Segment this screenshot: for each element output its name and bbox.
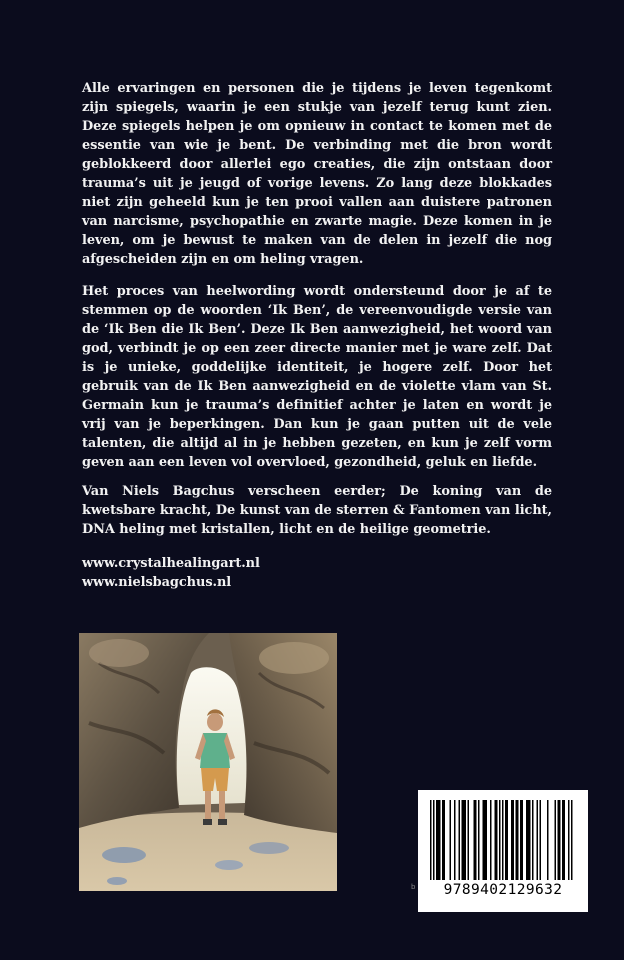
barcode-bar bbox=[564, 800, 566, 880]
barcode-bar bbox=[507, 800, 509, 880]
website-link-crystalhealingart[interactable]: www.crystalhealingart.nl bbox=[82, 556, 260, 571]
barcode-bar bbox=[478, 800, 480, 880]
barcode-bar bbox=[444, 800, 446, 880]
paragraph-2-text: Het proces van heelwording wordt ondersteund door je af te stemmen op de woorden ‘Ik Ben’, de vereenvoudigde versie van de ‘Ik Ben die Ik Ben’. Deze Ik Ben aanwezigheid, het woord van god, verbindt je op een zeer directe manier met je ware zelf. Dat is je unieke, goddelijke identiteit, je hogere zelf. Door het gebruik van de Ik Ben aanwezigheid en de violette vlam van St. Germain kun je trauma’s definitief achter je laten en wordt je vrij van je beperkingen. Dan kun je gaan putten uit de vele talenten, die altijd al in je hebben gezeten, en kun je zelf vorm geven aan een leven vol overvloed, gezondheid, geluk en liefde. bbox=[82, 284, 552, 470]
barcode-bar bbox=[517, 800, 519, 880]
author-photo bbox=[79, 633, 337, 891]
barcode-bar bbox=[495, 800, 497, 880]
barcode-bar bbox=[526, 800, 528, 880]
barcode-bar bbox=[436, 800, 438, 880]
barcode-bar bbox=[555, 800, 557, 880]
barcode-bar bbox=[513, 800, 515, 880]
barcode-bar bbox=[547, 800, 549, 880]
isbn-barcode bbox=[418, 790, 588, 912]
barcode-bar bbox=[499, 800, 501, 880]
back-cover-paragraph-2 bbox=[82, 282, 552, 472]
barcode-bar bbox=[520, 800, 522, 880]
barcode-bar bbox=[438, 800, 440, 880]
barcode-bar bbox=[511, 800, 513, 880]
barcode-bar bbox=[483, 800, 485, 880]
barcode-bar bbox=[516, 800, 518, 880]
barcode-bar bbox=[433, 800, 435, 880]
paragraph-3-text: Van Niels Bagchus verscheen eerder; De koning van de kwetsbare kracht, De kunst van de sterren & Fantomen van licht, DNA heling met kristallen, licht en de heilige geometrie. bbox=[82, 484, 552, 537]
barcode-bar bbox=[505, 800, 507, 880]
barcode-bar bbox=[450, 800, 452, 880]
barcode-bar bbox=[465, 800, 467, 880]
barcode-bar bbox=[562, 800, 564, 880]
barcode-bar bbox=[442, 800, 444, 880]
barcode-bar bbox=[430, 800, 432, 880]
back-cover-paragraph-3 bbox=[82, 482, 552, 539]
barcode-bar bbox=[532, 800, 534, 880]
barcode-bar bbox=[502, 800, 504, 880]
barcode-bar bbox=[571, 800, 573, 880]
barcode-bar bbox=[490, 800, 492, 880]
barcode-bar bbox=[496, 800, 498, 880]
barcode-bar bbox=[462, 800, 464, 880]
barcode-bar bbox=[537, 800, 539, 880]
barcode-bar bbox=[529, 800, 531, 880]
barcode-bar bbox=[558, 800, 560, 880]
barcode-bar bbox=[463, 800, 465, 880]
website-links bbox=[82, 554, 552, 592]
barcode-bar bbox=[522, 800, 524, 880]
barcode-bar bbox=[486, 800, 488, 880]
barcode-bar bbox=[439, 800, 441, 880]
website-link-nielsbagchus[interactable]: www.nielsbagchus.nl bbox=[82, 575, 232, 590]
barcode-bar bbox=[475, 800, 477, 880]
barcode-bar bbox=[474, 800, 476, 880]
barcode-bar bbox=[484, 800, 486, 880]
barcode-bar bbox=[568, 800, 570, 880]
barcode-bar bbox=[454, 800, 456, 880]
isbn-number: 9789402129632 bbox=[443, 882, 563, 898]
paragraph-1-text: Alle ervaringen en personen die je tijdens je leven tegenkomt zijn spiegels, waarin je een stukje van jezelf terug kunt zien. Deze spiegels helpen je om opnieuw in contact te komen met de essentie van wie je bent. De verbinding met die bron wordt geblokkeerd door allerlei ego creaties, die zijn ontstaan door trauma’s uit je jeugd of vorige levens. Zo lang deze blokkades niet zijn geheeld kun je ten prooi vallen aan duistere patronen van narcisme, psychopathie en zwarte magie. Deze komen in je leven, om je bewust te maken van de delen in jezelf die nog afgescheiden zijn en om heling vragen. bbox=[82, 81, 552, 267]
back-cover-paragraph-1 bbox=[82, 79, 552, 269]
barcode-bar bbox=[559, 800, 561, 880]
barcode-bar bbox=[459, 800, 461, 880]
barcode-bar bbox=[540, 800, 542, 880]
barcode-bar bbox=[468, 800, 470, 880]
barcode-bar bbox=[528, 800, 530, 880]
side-mark: b bbox=[411, 883, 416, 891]
